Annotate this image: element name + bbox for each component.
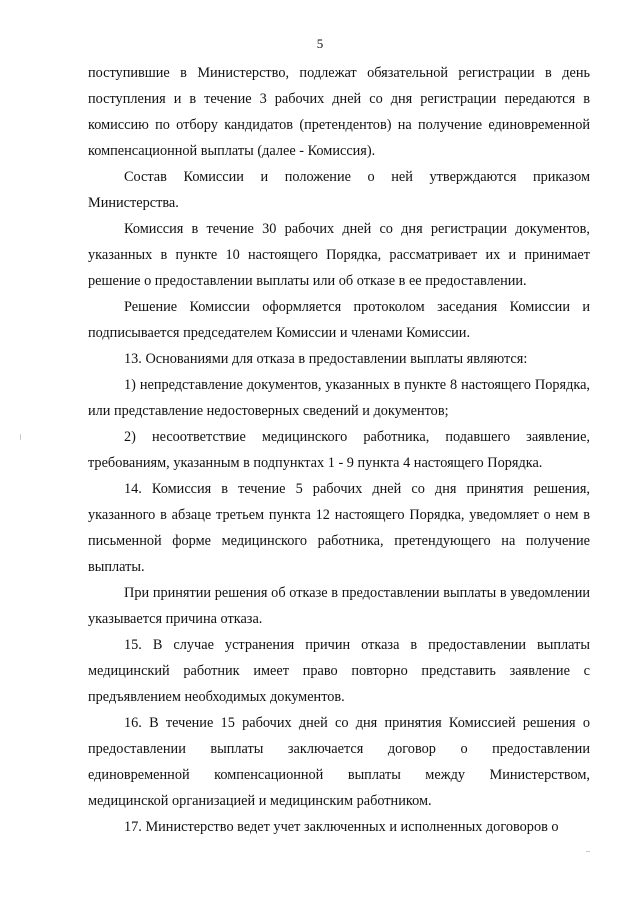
paragraph-item-15: 15. В случае устранения причин отказа в предоставлении выплаты медицинский работник имеет право повторно представить заявление с предъявлением необходимых документов. [88, 637, 590, 705]
paragraph-commission-decision: Решение Комиссии оформляется протоколом заседания Комиссии и подписывается председателем Комиссии и членами Комиссии. [88, 299, 590, 341]
paragraph-commission-composition: Состав Комиссии и положение о ней утверждаются приказом Министерства. [88, 169, 590, 211]
paragraph-item-13-2: 2) несоответствие медицинского работника, подавшего заявление, требованиям, указанным в подпунктах 1 - 9 пункта 4 настоящего Порядка. [88, 429, 590, 471]
scan-artifact-left [20, 434, 21, 440]
paragraph-item-17: 17. Министерство ведет учет заключенных и исполненных договоров о [124, 819, 559, 835]
paragraph-item-13-1: 1) непредставление документов, указанных в пункте 8 настоящего Порядка, или представление недостоверных сведений и документов; [88, 377, 590, 419]
document-body [88, 60, 590, 840]
paragraph-refusal-reason: При принятии решения об отказе в предоставлении выплаты в уведомлении указывается причина отказа. [88, 585, 590, 627]
paragraph-item-13: 13. Основаниями для отказа в предоставлении выплаты являются: [124, 351, 528, 367]
page-number: 5 [316, 36, 324, 51]
paragraph-item-16: 16. В течение 15 рабочих дней со дня принятия Комиссией решения о предоставлении выплаты заключается договор о предоставлении единовременной компенсационной выплаты между Министерством, медицинской организацией и медицинским работником. [88, 715, 590, 809]
paragraph-commission-review: Комиссия в течение 30 рабочих дней со дня регистрации документов, указанных в пункте 10 настоящего Порядка, рассматривает их и принимает решение о предоставлении выплаты или об отказе в ее предоставлении. [88, 221, 590, 289]
scan-artifact-right [586, 851, 590, 852]
paragraph-registration: поступившие в Министерство, подлежат обязательной регистрации в день поступления и в течение 3 рабочих дней со дня регистрации передаются в комиссию по отбору кандидатов (претендентов) на получение единовременной компенсационной выплаты (далее - Комиссия). [88, 65, 590, 159]
paragraph-item-14: 14. Комиссия в течение 5 рабочих дней со дня принятия решения, указанного в абзаце третьем пункта 12 настоящего Порядка, уведомляет о нем в письменной форме медицинского работника, претендующего на получение выплаты. [88, 481, 590, 575]
